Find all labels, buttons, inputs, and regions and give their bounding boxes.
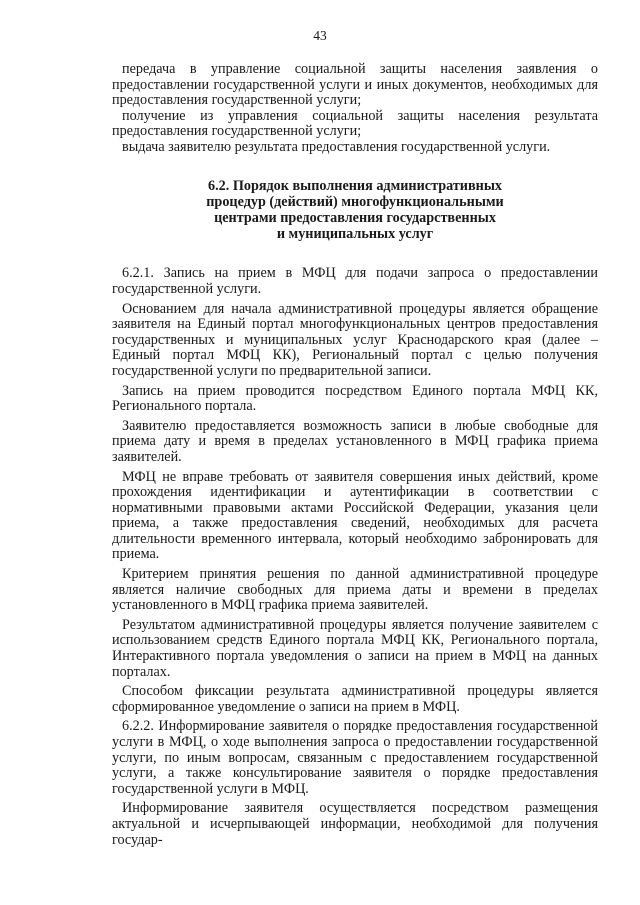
section-title [112,178,598,243]
section-title-line: 6.2. Порядок выполнения административных [207,177,502,194]
body-paragraph: Информирование заявителя осуществляется посредством размещения актуальной и исчерпывающей информации, необходимой для получения государ- [112,800,598,848]
body-paragraph: МФЦ не вправе требовать от заявителя совершения иных действий, кроме прохождения идентификации и аутентификации в соответствии с нормативными правовыми актами Российской Федерации, указания цели приема, а также предоставления сведений, необходимых для расчета длительности временного интервала, который необходимо забронировать для приема. [112,468,598,563]
section-title-line: центрами предоставления государственных [214,209,496,226]
body-paragraph: Способом фиксации результата административной процедуры является сформированное уведомление о записи на прием в МФЦ. [112,683,598,715]
body-paragraph: Результатом административной процедуры является получение заявителем с использованием средств Единого портала МФЦ КК, Регионального портала, Интерактивного портала уведомления о записи на прием в МФЦ на данных порталах. [112,616,598,680]
body-paragraph: 6.2.2. Информирование заявителя о порядке предоставления государственной услуги в МФЦ, о ходе выполнения запроса о предоставлении государственной услуги, по иным вопросам, связанным с предоставлением государственной услуги, а также консультирование заявителя о порядке предоставления государственной услуги в МФЦ. [112,718,598,797]
body-paragraph: Запись на прием проводится посредством Единого портала МФЦ КК, Регионального портала. [112,382,598,415]
page-content [112,62,598,852]
page-number: 43 [313,28,327,43]
body-paragraph: 6.2.1. Запись на прием в МФЦ для подачи запроса о предоставлении государственной услуги. [112,265,598,297]
intro-paragraph-2: получение из управления социальной защиты населения результата предоставления государственной услуги; [112,107,598,140]
body-paragraph: Заявителю предоставляется возможность записи в любые свободные для приема дату и время в пределах установленного в МФЦ графика приема заявителей. [112,417,598,465]
section-title-line: и муниципальных услуг [276,226,434,243]
intro-paragraph-1: передача в управление социальной защиты населения заявления о предоставлении государственной услуги и иных документов, необходимых для предоставления государственной услуги; [112,61,598,109]
section-title-line: процедур (действий) многофункциональными [206,193,504,210]
body-paragraph: Критерием принятия решения по данной административной процедуре является наличие свободных для приема даты и времени в пределах установленного в МФЦ графика приема заявителей. [112,566,598,614]
body-paragraph: Основанием для начала административной процедуры является обращение заявителя на Единый портал многофункциональных центров предоставления государственных и муниципальных услуг Краснодарского края (далее – Единый портал МФЦ КК), Региональный портал с целью получения государственной услуги по предварительной записи. [112,300,598,379]
intro-paragraph-3: выдача заявителю результата предоставления государственной услуги. [122,138,551,155]
